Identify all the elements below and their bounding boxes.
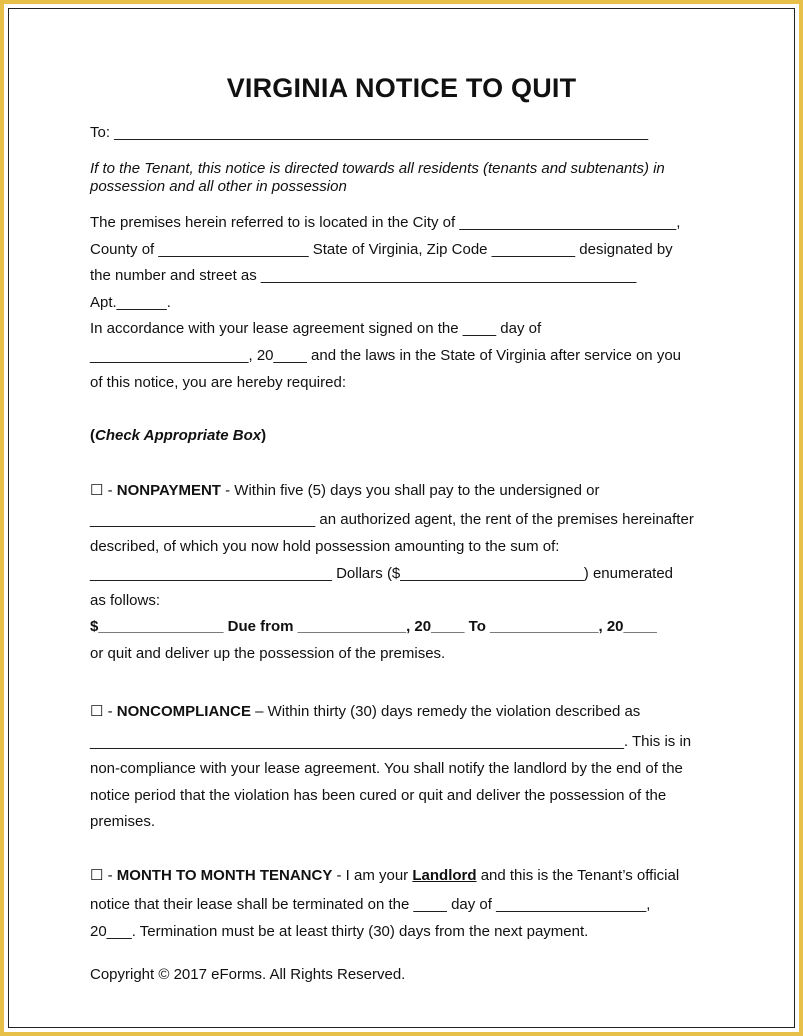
nonpayment-line-4: as follows: [90, 592, 161, 609]
month-to-month-option[interactable]: ☐ - MONTH TO MONTH TENANCY - I am your Landlord and this is the Tenant’s official [90, 867, 680, 884]
noncompliance-heading: NONCOMPLIANCE [116, 703, 251, 720]
nonpayment-option[interactable]: ☐ - NONPAYMENT - Within five (5) days you shall pay to the undersigned or [90, 482, 600, 499]
premises-line-7: of this notice, you are hereby required: [90, 374, 346, 391]
nonpayment-heading: NONPAYMENT [116, 482, 221, 499]
noncompliance-line-2: non-compliance with your lease agreement. You shall notify the landlord by the end of the [90, 760, 683, 777]
instruction-line-2: possession and all other in possession [90, 178, 347, 195]
premises-line-6: ___________________, 20____ and the laws in the State of Virginia after service on you [90, 347, 681, 364]
month-to-month-line-1: notice that their lease shall be terminated on the ____ day of __________________, [90, 896, 651, 913]
nonpayment-line-3: _____________________________ Dollars ($______________________) enumerated [90, 565, 674, 582]
nonpayment-line-1: ___________________________ an authorized agent, the rent of the premises hereinafter [90, 511, 694, 528]
premises-line-2: County of __________________ State of Virginia, Zip Code __________ designated by [90, 241, 673, 258]
nonpayment-closing: or quit and deliver up the possession of the premises. [90, 645, 446, 662]
checkbox-icon[interactable]: ☐ - [90, 482, 117, 499]
month-to-month-heading: MONTH TO MONTH TENANCY [116, 867, 333, 884]
premises-line-1: The premises herein referred to is located in the City of __________________________, [90, 214, 681, 231]
noncompliance-line-4: premises. [90, 813, 156, 830]
noncompliance-option[interactable]: ☐ - NONCOMPLIANCE – Within thirty (30) days remedy the violation described as [90, 703, 641, 720]
nonpayment-due-line: $_______________ Due from _____________, 20____ To _____________, 20____ [90, 618, 657, 635]
copyright-notice: Copyright © 2017 eForms. All Rights Reserved. [90, 966, 406, 983]
check-box-instruction: (Check Appropriate Box) [90, 427, 267, 444]
noncompliance-line-3: notice period that the violation has been cured or quit and deliver the possession of the [90, 787, 667, 804]
month-to-month-line-2: 20___. Termination must be at least thirty (30) days from the next payment. [90, 923, 589, 940]
noncompliance-line-1: ________________________________________________________________. This is in [90, 733, 692, 750]
landlord-label: Landlord [412, 867, 477, 884]
nonpayment-line-2: described, of which you now hold possession amounting to the sum of: [90, 538, 560, 555]
checkbox-icon[interactable]: ☐ - [90, 867, 117, 884]
premises-line-4: Apt.______. [90, 294, 171, 311]
instruction-line-1: If to the Tenant, this notice is directed towards all residents (tenants and subtenants) in [90, 160, 665, 177]
premises-line-3: the number and street as _____________________________________________ [90, 267, 637, 284]
to-field[interactable]: To: ________________________________________________________________ [90, 124, 649, 141]
premises-line-5: In accordance with your lease agreement signed on the ____ day of [90, 320, 542, 337]
checkbox-icon[interactable]: ☐ - [90, 703, 117, 720]
document-title: VIRGINIA NOTICE TO QUIT [226, 73, 577, 103]
